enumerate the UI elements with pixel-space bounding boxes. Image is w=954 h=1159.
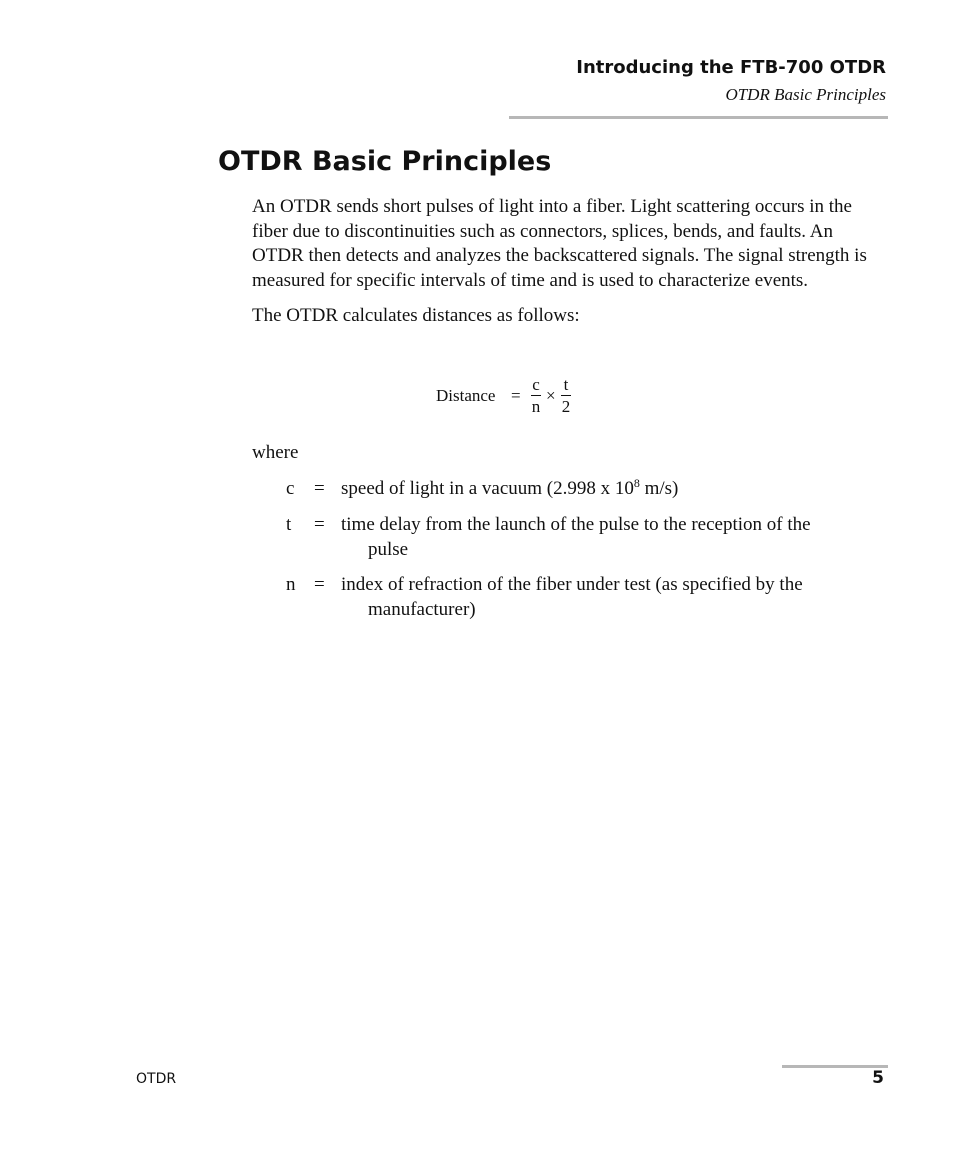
definition-text-after: m/s)	[639, 478, 679, 499]
definition-equals: =	[314, 514, 325, 535]
definition-t	[286, 513, 886, 562]
exponent: 8	[633, 476, 640, 490]
header-divider	[509, 116, 888, 119]
running-header	[576, 56, 886, 106]
fraction-numerator: t	[563, 375, 569, 394]
intro-paragraph: An OTDR sends short pulses of light into a fiber. Light scattering occurs in the fiber due to discontinuities such as connectors, splices, bends, and faults. An OTDR then detects and analyzes the backscattered signals. The signal strength is measured for specific intervals of time and is used to characterize events.	[252, 196, 867, 291]
fraction-bar	[531, 395, 541, 396]
definition-equals: =	[314, 574, 325, 595]
fraction-t-over-2	[559, 375, 573, 416]
formula-equals: =	[511, 386, 521, 405]
where-label: where	[252, 442, 299, 463]
fraction-bar	[561, 395, 571, 396]
fraction-numerator: c	[532, 375, 540, 394]
definition-c	[286, 477, 886, 502]
chapter-title: Introducing the FTB-700 OTDR	[576, 57, 886, 78]
formula-label: Distance	[436, 386, 496, 405]
definition-text: index of refraction of the fiber under test (as specified by the	[341, 574, 803, 595]
definition-symbol: n	[286, 574, 296, 595]
fraction-denominator: n	[531, 397, 541, 416]
definition-text-continued: pulse	[368, 538, 409, 560]
definition-text: speed of light in a vacuum (2.998 x 10	[341, 478, 634, 499]
definition-n	[286, 573, 886, 622]
fraction-denominator: 2	[561, 397, 571, 416]
formula-times: ×	[546, 386, 556, 405]
definition-text-continued: manufacturer)	[368, 598, 476, 620]
fraction-c-over-n	[529, 375, 543, 416]
page-title: OTDR Basic Principles	[218, 146, 552, 177]
page-number: 5	[872, 1068, 884, 1088]
definition-symbol: t	[286, 514, 292, 535]
body-text	[252, 195, 882, 329]
formula-intro-paragraph: The OTDR calculates distances as follows:	[252, 305, 580, 326]
footer-product-name: OTDR	[136, 1071, 177, 1087]
section-title: OTDR Basic Principles	[725, 85, 886, 104]
definition-equals: =	[314, 478, 325, 499]
definition-symbol: c	[286, 478, 295, 499]
definition-text: time delay from the launch of the pulse to the reception of the	[341, 514, 811, 535]
